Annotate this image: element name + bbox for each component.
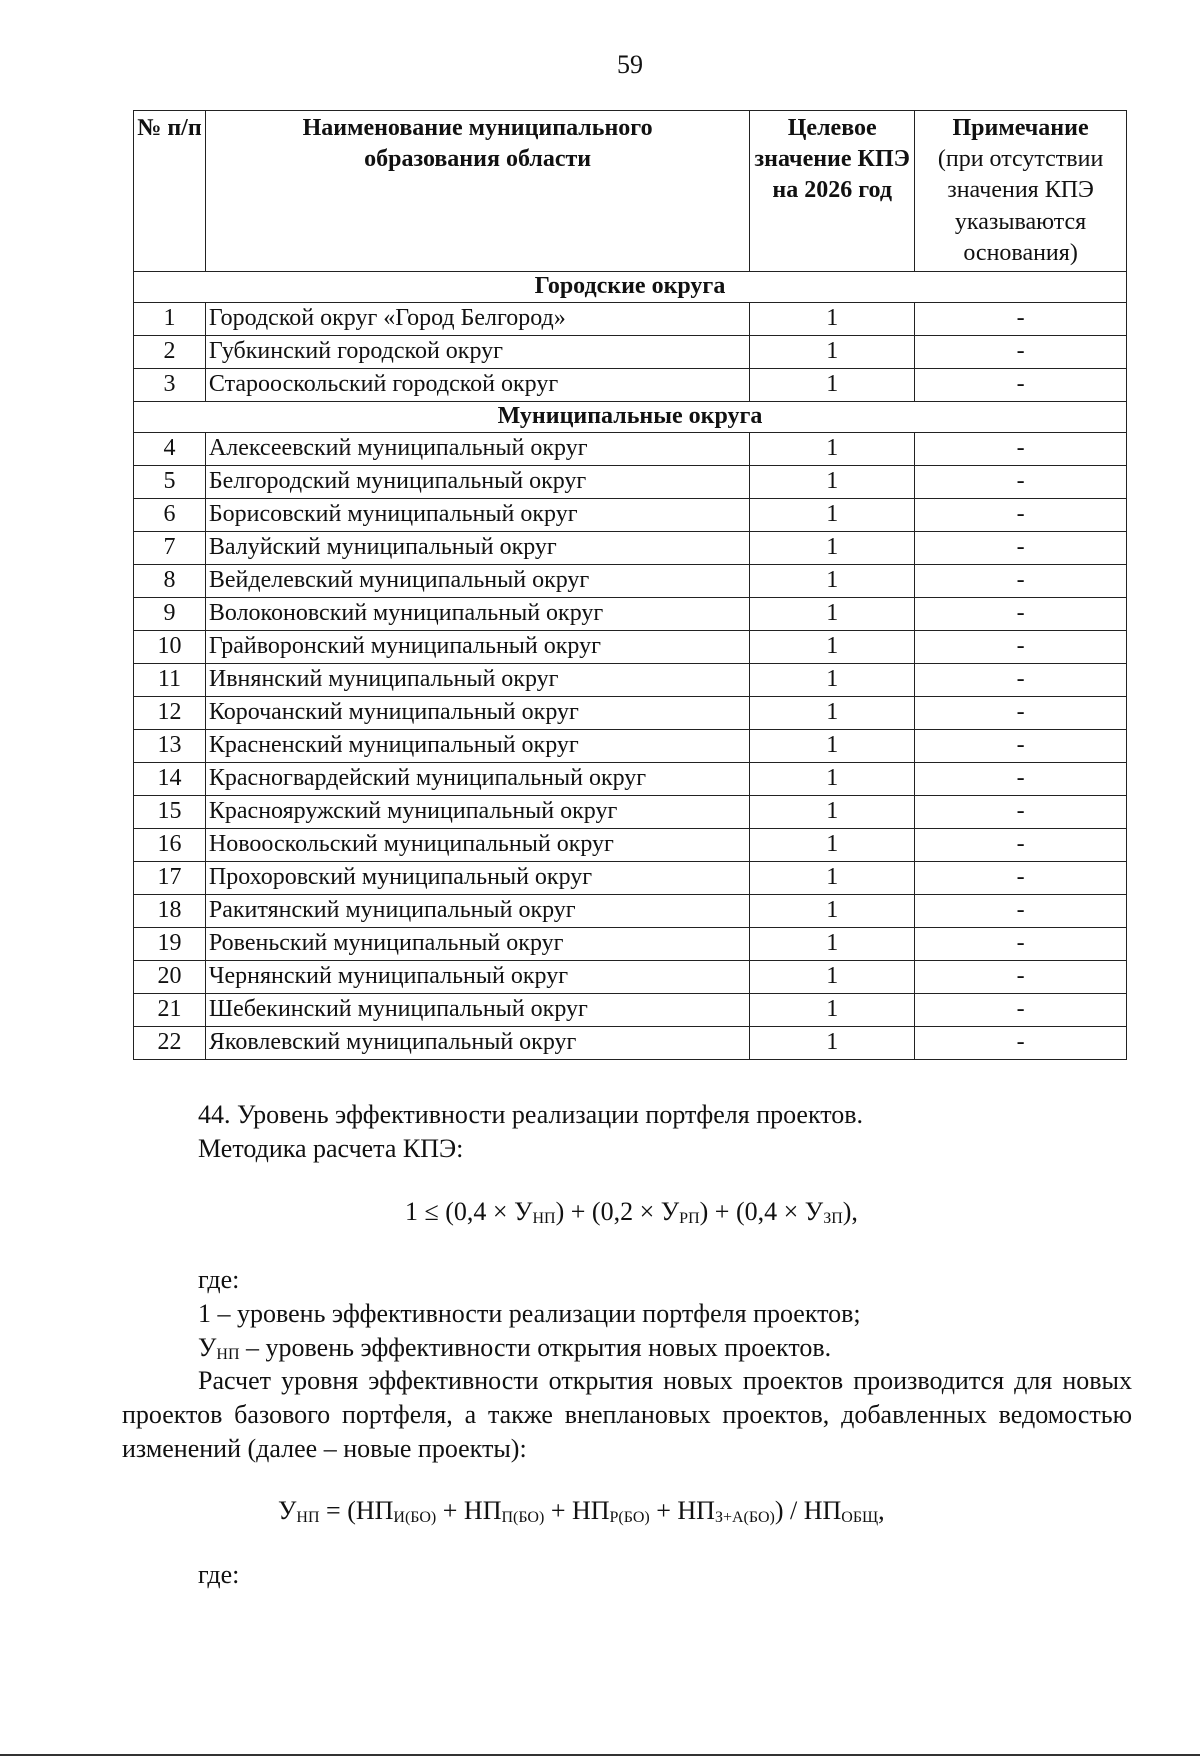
target-value: 1 xyxy=(750,664,915,697)
target-value: 1 xyxy=(750,697,915,730)
formula-part: + НП xyxy=(544,1496,610,1525)
municipality-name: Губкинский городской округ xyxy=(205,336,749,369)
row-number: 15 xyxy=(134,796,206,829)
section-title: Городские округа xyxy=(134,272,1127,303)
def-sub: НП xyxy=(216,1346,240,1363)
municipality-name: Ровеньский муниципальный округ xyxy=(205,928,749,961)
table-row xyxy=(134,631,1127,664)
target-value: 1 xyxy=(750,303,915,336)
municipality-name: Прохоровский муниципальный округ xyxy=(205,862,749,895)
section-row xyxy=(134,272,1127,303)
table-row xyxy=(134,730,1127,763)
row-number: 2 xyxy=(134,336,206,369)
note-cell: - xyxy=(915,565,1127,598)
note-cell: - xyxy=(915,829,1127,862)
table-row xyxy=(134,598,1127,631)
note-cell: - xyxy=(915,796,1127,829)
section-row xyxy=(134,402,1127,433)
target-value: 1 xyxy=(750,895,915,928)
formula-sub: З+А(БО) xyxy=(714,1509,775,1526)
row-number: 16 xyxy=(134,829,206,862)
municipality-name: Новооскольский муниципальный округ xyxy=(205,829,749,862)
formula-sub: П(БО) xyxy=(501,1509,545,1526)
table-row xyxy=(134,499,1127,532)
row-number: 17 xyxy=(134,862,206,895)
note-cell: - xyxy=(915,664,1127,697)
note-cell: - xyxy=(915,928,1127,961)
row-number: 5 xyxy=(134,466,206,499)
row-number: 22 xyxy=(134,1027,206,1060)
note-cell: - xyxy=(915,1027,1127,1060)
note-cell: - xyxy=(915,631,1127,664)
target-value: 1 xyxy=(750,994,915,1027)
municipality-name: Вейделевский муниципальный округ xyxy=(205,565,749,598)
note-cell: - xyxy=(915,895,1127,928)
municipality-name: Городской округ «Город Белгород» xyxy=(205,303,749,336)
section-title: Муниципальные округа xyxy=(134,402,1127,433)
target-value: 1 xyxy=(750,829,915,862)
target-value: 1 xyxy=(750,928,915,961)
municipality-name: Корочанский муниципальный округ xyxy=(205,697,749,730)
formula-sub: РП xyxy=(679,1210,700,1227)
header-note xyxy=(915,111,1127,272)
table-row xyxy=(134,1027,1127,1060)
row-number: 20 xyxy=(134,961,206,994)
target-value: 1 xyxy=(750,336,915,369)
formula-part: ) / НП xyxy=(774,1496,842,1525)
table-row xyxy=(134,369,1127,402)
calc-paragraph: Расчет уровня эффективности открытия новых проектов производится для новых проектов базового портфеля, а также внеплановых проектов, добавленных ведомостью изменений (далее – новые проекты): xyxy=(122,1366,1132,1463)
target-value: 1 xyxy=(750,862,915,895)
row-number: 14 xyxy=(134,763,206,796)
formula-kpe xyxy=(405,1197,858,1228)
row-number: 12 xyxy=(134,697,206,730)
header-name: Наименование муниципального образования области xyxy=(205,111,749,272)
note-cell: - xyxy=(915,994,1127,1027)
header-note-title: Примечание xyxy=(952,115,1089,141)
table-row xyxy=(134,565,1127,598)
target-value: 1 xyxy=(750,433,915,466)
table-row xyxy=(134,928,1127,961)
target-value: 1 xyxy=(750,1027,915,1060)
def-symbol: У xyxy=(198,1333,217,1362)
target-value: 1 xyxy=(750,532,915,565)
formula-sub: ОБЩ xyxy=(841,1509,879,1526)
table-row xyxy=(134,763,1127,796)
municipality-name: Белгородский муниципальный округ xyxy=(205,466,749,499)
formula-part: ) + (0,4 × У xyxy=(699,1197,824,1226)
table-row xyxy=(134,664,1127,697)
formula-sub: И(БО) xyxy=(393,1509,437,1526)
formula-sub: НП xyxy=(296,1509,320,1526)
note-cell: - xyxy=(915,730,1127,763)
row-number: 7 xyxy=(134,532,206,565)
target-value: 1 xyxy=(750,499,915,532)
target-value: 1 xyxy=(750,730,915,763)
definition-1: 1 – уровень эффективности реализации портфеля проектов; xyxy=(198,1299,861,1328)
target-value: 1 xyxy=(750,796,915,829)
row-number: 3 xyxy=(134,369,206,402)
note-cell: - xyxy=(915,499,1127,532)
row-number: 4 xyxy=(134,433,206,466)
row-number: 1 xyxy=(134,303,206,336)
target-value: 1 xyxy=(750,565,915,598)
target-value: 1 xyxy=(750,631,915,664)
table-body xyxy=(134,272,1127,1060)
formula-sub: НП xyxy=(532,1210,556,1227)
note-cell: - xyxy=(915,369,1127,402)
municipality-name: Красногвардейский муниципальный округ xyxy=(205,763,749,796)
note-cell: - xyxy=(915,433,1127,466)
table-row xyxy=(134,697,1127,730)
table-row xyxy=(134,303,1127,336)
formula-sub: ЗП xyxy=(823,1210,843,1227)
municipality-name: Старооскольский городской округ xyxy=(205,369,749,402)
formula-part: + НП xyxy=(436,1496,502,1525)
kpe-table xyxy=(133,110,1127,1060)
note-cell: - xyxy=(915,763,1127,796)
municipality-name: Ивнянский муниципальный округ xyxy=(205,664,749,697)
note-cell: - xyxy=(915,598,1127,631)
municipality-name: Шебекинский муниципальный округ xyxy=(205,994,749,1027)
table-row xyxy=(134,796,1127,829)
table-row xyxy=(134,994,1127,1027)
formula-part: У xyxy=(278,1496,297,1525)
row-number: 19 xyxy=(134,928,206,961)
municipality-name: Волоконовский муниципальный округ xyxy=(205,598,749,631)
note-cell: - xyxy=(915,336,1127,369)
target-value: 1 xyxy=(750,466,915,499)
row-number: 9 xyxy=(134,598,206,631)
note-cell: - xyxy=(915,862,1127,895)
municipality-name: Красненский муниципальный округ xyxy=(205,730,749,763)
table-row xyxy=(134,532,1127,565)
target-value: 1 xyxy=(750,961,915,994)
row-number: 21 xyxy=(134,994,206,1027)
target-value: 1 xyxy=(750,763,915,796)
municipality-name: Борисовский муниципальный округ xyxy=(205,499,749,532)
formula-sub: Р(БО) xyxy=(609,1509,650,1526)
municipality-name: Валуйский муниципальный округ xyxy=(205,532,749,565)
formula-part: + НП xyxy=(649,1496,715,1525)
formula-part: ) + (0,2 × У xyxy=(555,1197,680,1226)
header-target: Целевое значение КПЭ на 2026 год xyxy=(750,111,915,272)
row-number: 6 xyxy=(134,499,206,532)
municipality-name: Чернянский муниципальный округ xyxy=(205,961,749,994)
note-cell: - xyxy=(915,697,1127,730)
target-value: 1 xyxy=(750,598,915,631)
table-row xyxy=(134,336,1127,369)
formula-part: , xyxy=(878,1496,885,1525)
table-row xyxy=(134,433,1127,466)
formula-part: 1 ≤ (0,4 × У xyxy=(405,1197,533,1226)
method-label: Методика расчета КПЭ: xyxy=(198,1134,464,1163)
note-cell: - xyxy=(915,961,1127,994)
note-cell: - xyxy=(915,466,1127,499)
table-header-row xyxy=(134,111,1127,272)
table-row xyxy=(134,466,1127,499)
item-44-title: 44. Уровень эффективности реализации портфеля проектов. xyxy=(198,1100,864,1129)
row-number: 18 xyxy=(134,895,206,928)
row-number: 11 xyxy=(134,664,206,697)
target-value: 1 xyxy=(750,369,915,402)
row-number: 13 xyxy=(134,730,206,763)
table-row xyxy=(134,829,1127,862)
note-cell: - xyxy=(915,303,1127,336)
municipality-name: Ракитянский муниципальный округ xyxy=(205,895,749,928)
scan-bottom-edge xyxy=(0,1754,1200,1756)
row-number: 8 xyxy=(134,565,206,598)
where-label-2: где: xyxy=(198,1560,240,1589)
municipality-name: Алексеевский муниципальный округ xyxy=(205,433,749,466)
municipality-name: Грайворонский муниципальный округ xyxy=(205,631,749,664)
where-label-1: где: xyxy=(198,1265,240,1294)
municipality-name: Яковлевский муниципальный округ xyxy=(205,1027,749,1060)
table-row xyxy=(134,862,1127,895)
table-row xyxy=(134,895,1127,928)
formula-unp xyxy=(278,1496,885,1527)
def-text: – уровень эффективности открытия новых проектов. xyxy=(239,1333,832,1362)
page-number: 59 xyxy=(617,50,643,79)
table-row xyxy=(134,961,1127,994)
formula-part: ), xyxy=(842,1197,858,1226)
note-cell: - xyxy=(915,532,1127,565)
formula-part: = (НП xyxy=(319,1496,394,1525)
row-number: 10 xyxy=(134,631,206,664)
header-note-sub: (при отсутствии значения КПЭ указываются основания) xyxy=(937,146,1104,266)
header-num: № п/п xyxy=(134,111,206,272)
municipality-name: Краснояружский муниципальный округ xyxy=(205,796,749,829)
